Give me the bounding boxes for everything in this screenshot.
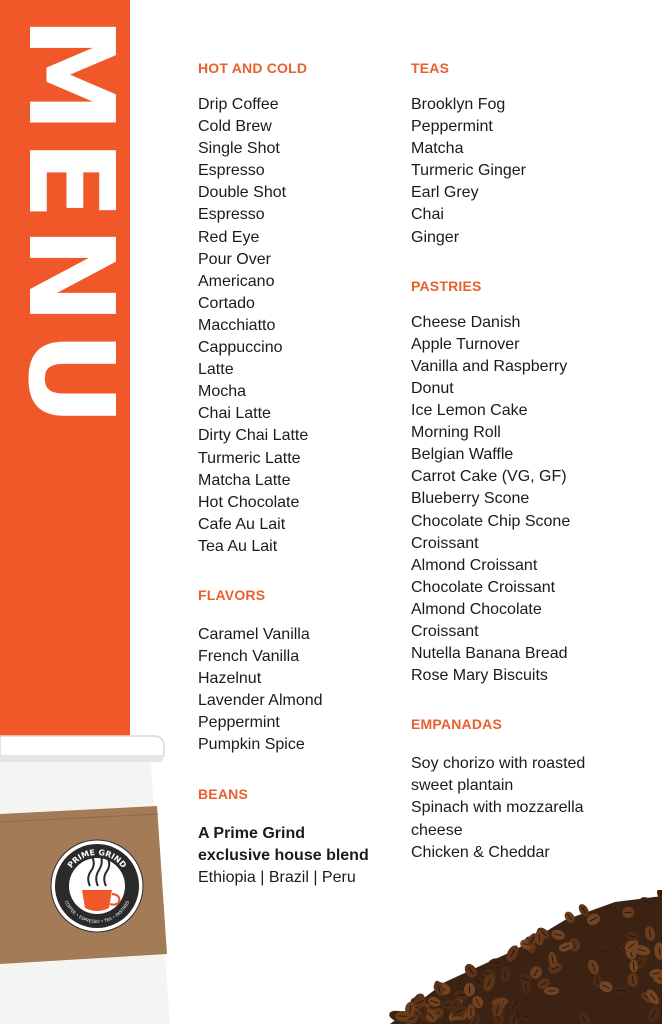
menu-item: French Vanilla — [198, 648, 300, 666]
menu-item: Carrot Cake (VG, GF) — [411, 468, 567, 486]
menu-item: cheese — [411, 821, 463, 839]
coffee-cup-image — [0, 718, 175, 1024]
section-heading-empanadas: EMPANADAS — [411, 716, 502, 733]
logo-tagline: COFFEE • ESPRESSO • TEA • PASTRIES — [63, 899, 131, 925]
menu-item: Macchiatto — [198, 316, 276, 334]
menu-item: Espresso — [198, 206, 265, 224]
left-column — [198, 58, 398, 889]
menu-item: Lavender Almond — [198, 692, 323, 710]
menu-item: Peppermint — [411, 118, 493, 136]
hot-and-cold-list — [198, 94, 398, 558]
empanadas-list — [411, 753, 651, 863]
menu-item: Ice Lemon Cake — [411, 402, 528, 420]
menu-item: Brooklyn Fog — [411, 96, 506, 113]
menu-item: Vanilla and Raspberry — [411, 357, 568, 375]
menu-item: Hot Chocolate — [198, 493, 300, 511]
menu-item: Pour Over — [198, 250, 271, 268]
menu-item: Peppermint — [198, 714, 280, 732]
menu-item: Earl Grey — [411, 184, 479, 202]
menu-title: MENU — [2, 16, 140, 433]
menu-item: Matcha — [411, 140, 464, 158]
flavors-list — [198, 624, 398, 757]
menu-item: Cafe Au Lait — [198, 515, 286, 533]
menu-item: Ginger — [411, 228, 460, 246]
menu-item: Chicken & Cheddar — [411, 843, 550, 861]
beans-blend-line-1: A Prime Grind — [198, 824, 305, 842]
logo-name: PRIME GRIND — [65, 847, 129, 870]
menu-item: Americano — [198, 272, 275, 290]
menu-item: Drip Coffee — [198, 96, 279, 113]
menu-item: Chocolate Croissant — [411, 578, 556, 596]
menu-item: Hazelnut — [198, 670, 262, 688]
menu-item: Cortado — [198, 294, 255, 312]
beans-blend-line-2: exclusive house blend — [198, 846, 369, 864]
section-heading-beans: BEANS — [198, 785, 249, 802]
menu-item: Apple Turnover — [411, 335, 520, 353]
menu-item: Chocolate Chip Scone — [411, 512, 571, 530]
pastries-list — [411, 312, 651, 688]
menu-item: Dirty Chai Latte — [198, 427, 309, 445]
menu-item: Donut — [411, 379, 454, 397]
menu-item: Cold Brew — [198, 118, 272, 136]
menu-item: Mocha — [198, 383, 247, 401]
menu-item: Almond Croissant — [411, 556, 538, 574]
menu-item: Red Eye — [198, 228, 260, 246]
menu-item: Single Shot — [198, 140, 280, 158]
menu-item: Blueberry Scone — [411, 490, 530, 508]
menu-item: Spinach with mozzarella — [411, 799, 584, 817]
right-column — [411, 58, 651, 864]
menu-item: Latte — [198, 361, 234, 379]
menu-item: Pumpkin Spice — [198, 736, 305, 754]
section-heading-hot-and-cold: HOT AND COLD — [198, 60, 308, 76]
menu-item: Nutella Banana Bread — [411, 645, 568, 663]
menu-item: Chai Latte — [198, 405, 271, 423]
menu-item: sweet plantain — [411, 777, 514, 795]
menu-item: Cheese Danish — [411, 313, 521, 331]
menu-item: Matcha Latte — [198, 471, 291, 489]
section-heading-flavors: FLAVORS — [198, 586, 266, 603]
menu-item: Turmeric Ginger — [411, 162, 526, 180]
menu-item: Morning Roll — [411, 424, 501, 442]
menu-item: Tea Au Lait — [198, 537, 278, 555]
menu-item: Croissant — [411, 534, 479, 552]
section-heading-teas: TEAS — [411, 60, 450, 76]
menu-item: Soy chorizo with roasted — [411, 755, 586, 773]
section-heading-pastries: PASTRIES — [411, 277, 482, 294]
menu-item: Belgian Waffle — [411, 446, 514, 464]
beans-origins: Ethiopia | Brazil | Peru — [198, 868, 356, 886]
menu-item: Cappuccino — [198, 339, 283, 357]
menu-item: Croissant — [411, 622, 479, 640]
coffee-beans-image — [385, 890, 662, 1024]
menu-item: Double Shot — [198, 184, 287, 202]
teas-list — [411, 94, 651, 249]
beans-list — [198, 823, 398, 889]
menu-item: Espresso — [198, 162, 265, 180]
menu-item: Rose Mary Biscuits — [411, 667, 548, 685]
menu-item: Caramel Vanilla — [198, 625, 310, 643]
menu-item: Almond Chocolate — [411, 600, 542, 618]
menu-item: Turmeric Latte — [198, 449, 301, 467]
menu-item: Chai — [411, 206, 444, 224]
